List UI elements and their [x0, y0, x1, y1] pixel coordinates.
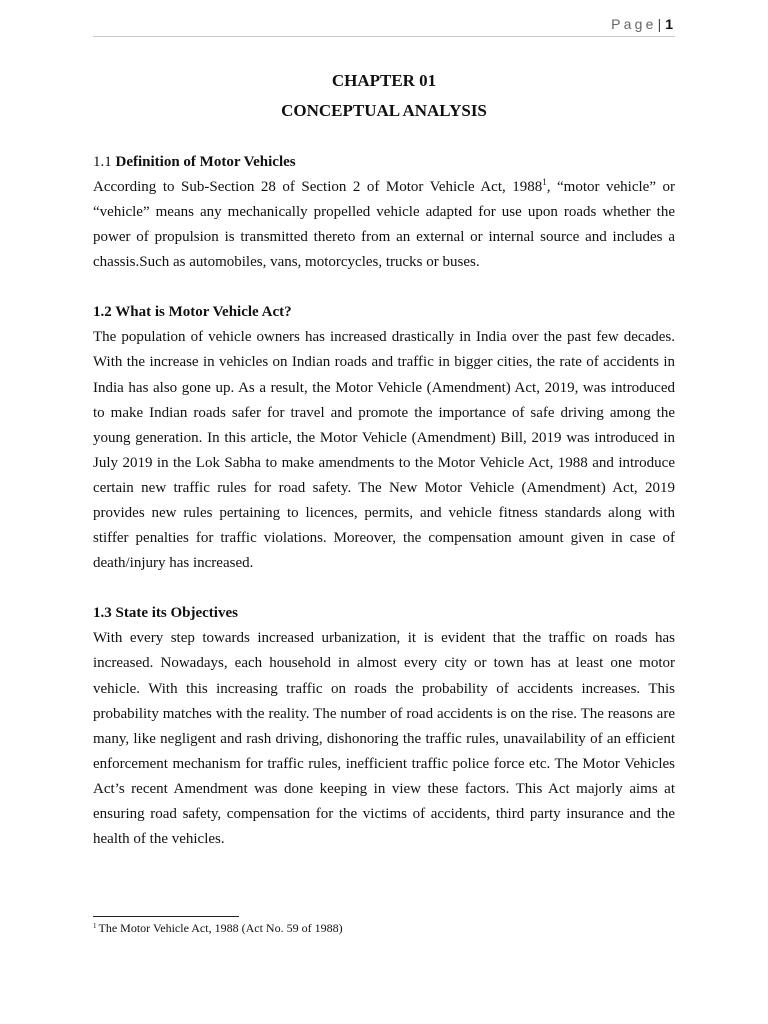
page-header — [93, 14, 675, 37]
paragraph-text: , “motor vehicle” or “vehicle” means any mechanically propelled vehicle adapted for use upon roads whether the power of propulsion is transmitted thereto from an external or internal source and includes a chassis.Such as automobiles, vans, motorcycles, trucks or buses. — [93, 179, 675, 271]
section-paragraph-1-2: The population of vehicle owners has increased drastically in India over the past few decades. With the increase in vehicles on Indian roads and traffic in bigger cities, the rate of accidents in India has also gone up. As a result, the Motor Vehicle (Amendment) Act, 2019, was introduced to make Indian roads safer for travel and promote the importance of safe driving among the young generation. In this article, the Motor Vehicle (Amendment) Bill, 2019 was introduced in July 2019 in the Lok Sabha to make amendments to the Motor Vehicle Act, 1988 and introduce certain new traffic rules for road safety. The New Motor Vehicle (Amendment) Act, 2019 provides new rules pertaining to licences, permits, and vehicle fitness standards along with stiffer penalties for traffic violations. Moreover, the compensation amount given in case of death/injury has increased. — [93, 329, 675, 572]
chapter-title: CONCEPTUAL ANALYSIS — [281, 101, 487, 120]
section-number: 1.1 — [93, 154, 112, 170]
page-separator: | — [657, 16, 662, 32]
section-paragraph-1-1 — [93, 175, 675, 275]
footnote — [93, 921, 343, 935]
page-number — [611, 16, 673, 32]
section-number: 1.3 — [93, 605, 112, 622]
section-heading-1-1 — [93, 150, 675, 175]
paragraph-text: According to Sub-Section 28 of Section 2 of Motor Vehicle Act, 1988 — [93, 179, 543, 195]
section-paragraph-1-3: With every step towards increased urbanization, it is evident that the traffic on roads has increased. Nowadays, each household in almost every city or town has at least one motor vehicle. With this increasing traffic on roads the probability of accidents increases. This probability matches with the reality. The number of road accidents is on the rise. The reasons are many, like negligent and rash driving, dishonoring the traffic rules, unavailability of an efficient enforcement mechanism for traffic rules, inefficient traffic police force etc. The Motor Vehicles Act’s recent Amendment was done keeping in view these factors. This Act majorly aims at ensuring road safety, compensation for the victims of accidents, third party insurance and the health of the vehicles. — [93, 630, 675, 848]
page-word: Page — [611, 16, 657, 32]
footnote-text: The Motor Vehicle Act, 1988 (Act No. 59 of 1988) — [98, 921, 343, 935]
section-title: What is Motor Vehicle Act? — [115, 304, 292, 321]
section-number: 1.2 — [93, 304, 112, 321]
footnote-separator — [93, 916, 239, 917]
page-body — [93, 150, 675, 852]
section-heading-1-3 — [93, 601, 675, 626]
section-heading-1-2 — [93, 300, 675, 325]
footnote-marker: 1 — [93, 922, 97, 930]
section-title: State its Objectives — [115, 605, 238, 622]
section-title: Definition of Motor Vehicles — [115, 154, 296, 170]
page-number-value: 1 — [665, 16, 673, 32]
chapter-label: CHAPTER 01 — [331, 71, 437, 90]
footnote-reference[interactable]: 1 — [542, 177, 547, 187]
